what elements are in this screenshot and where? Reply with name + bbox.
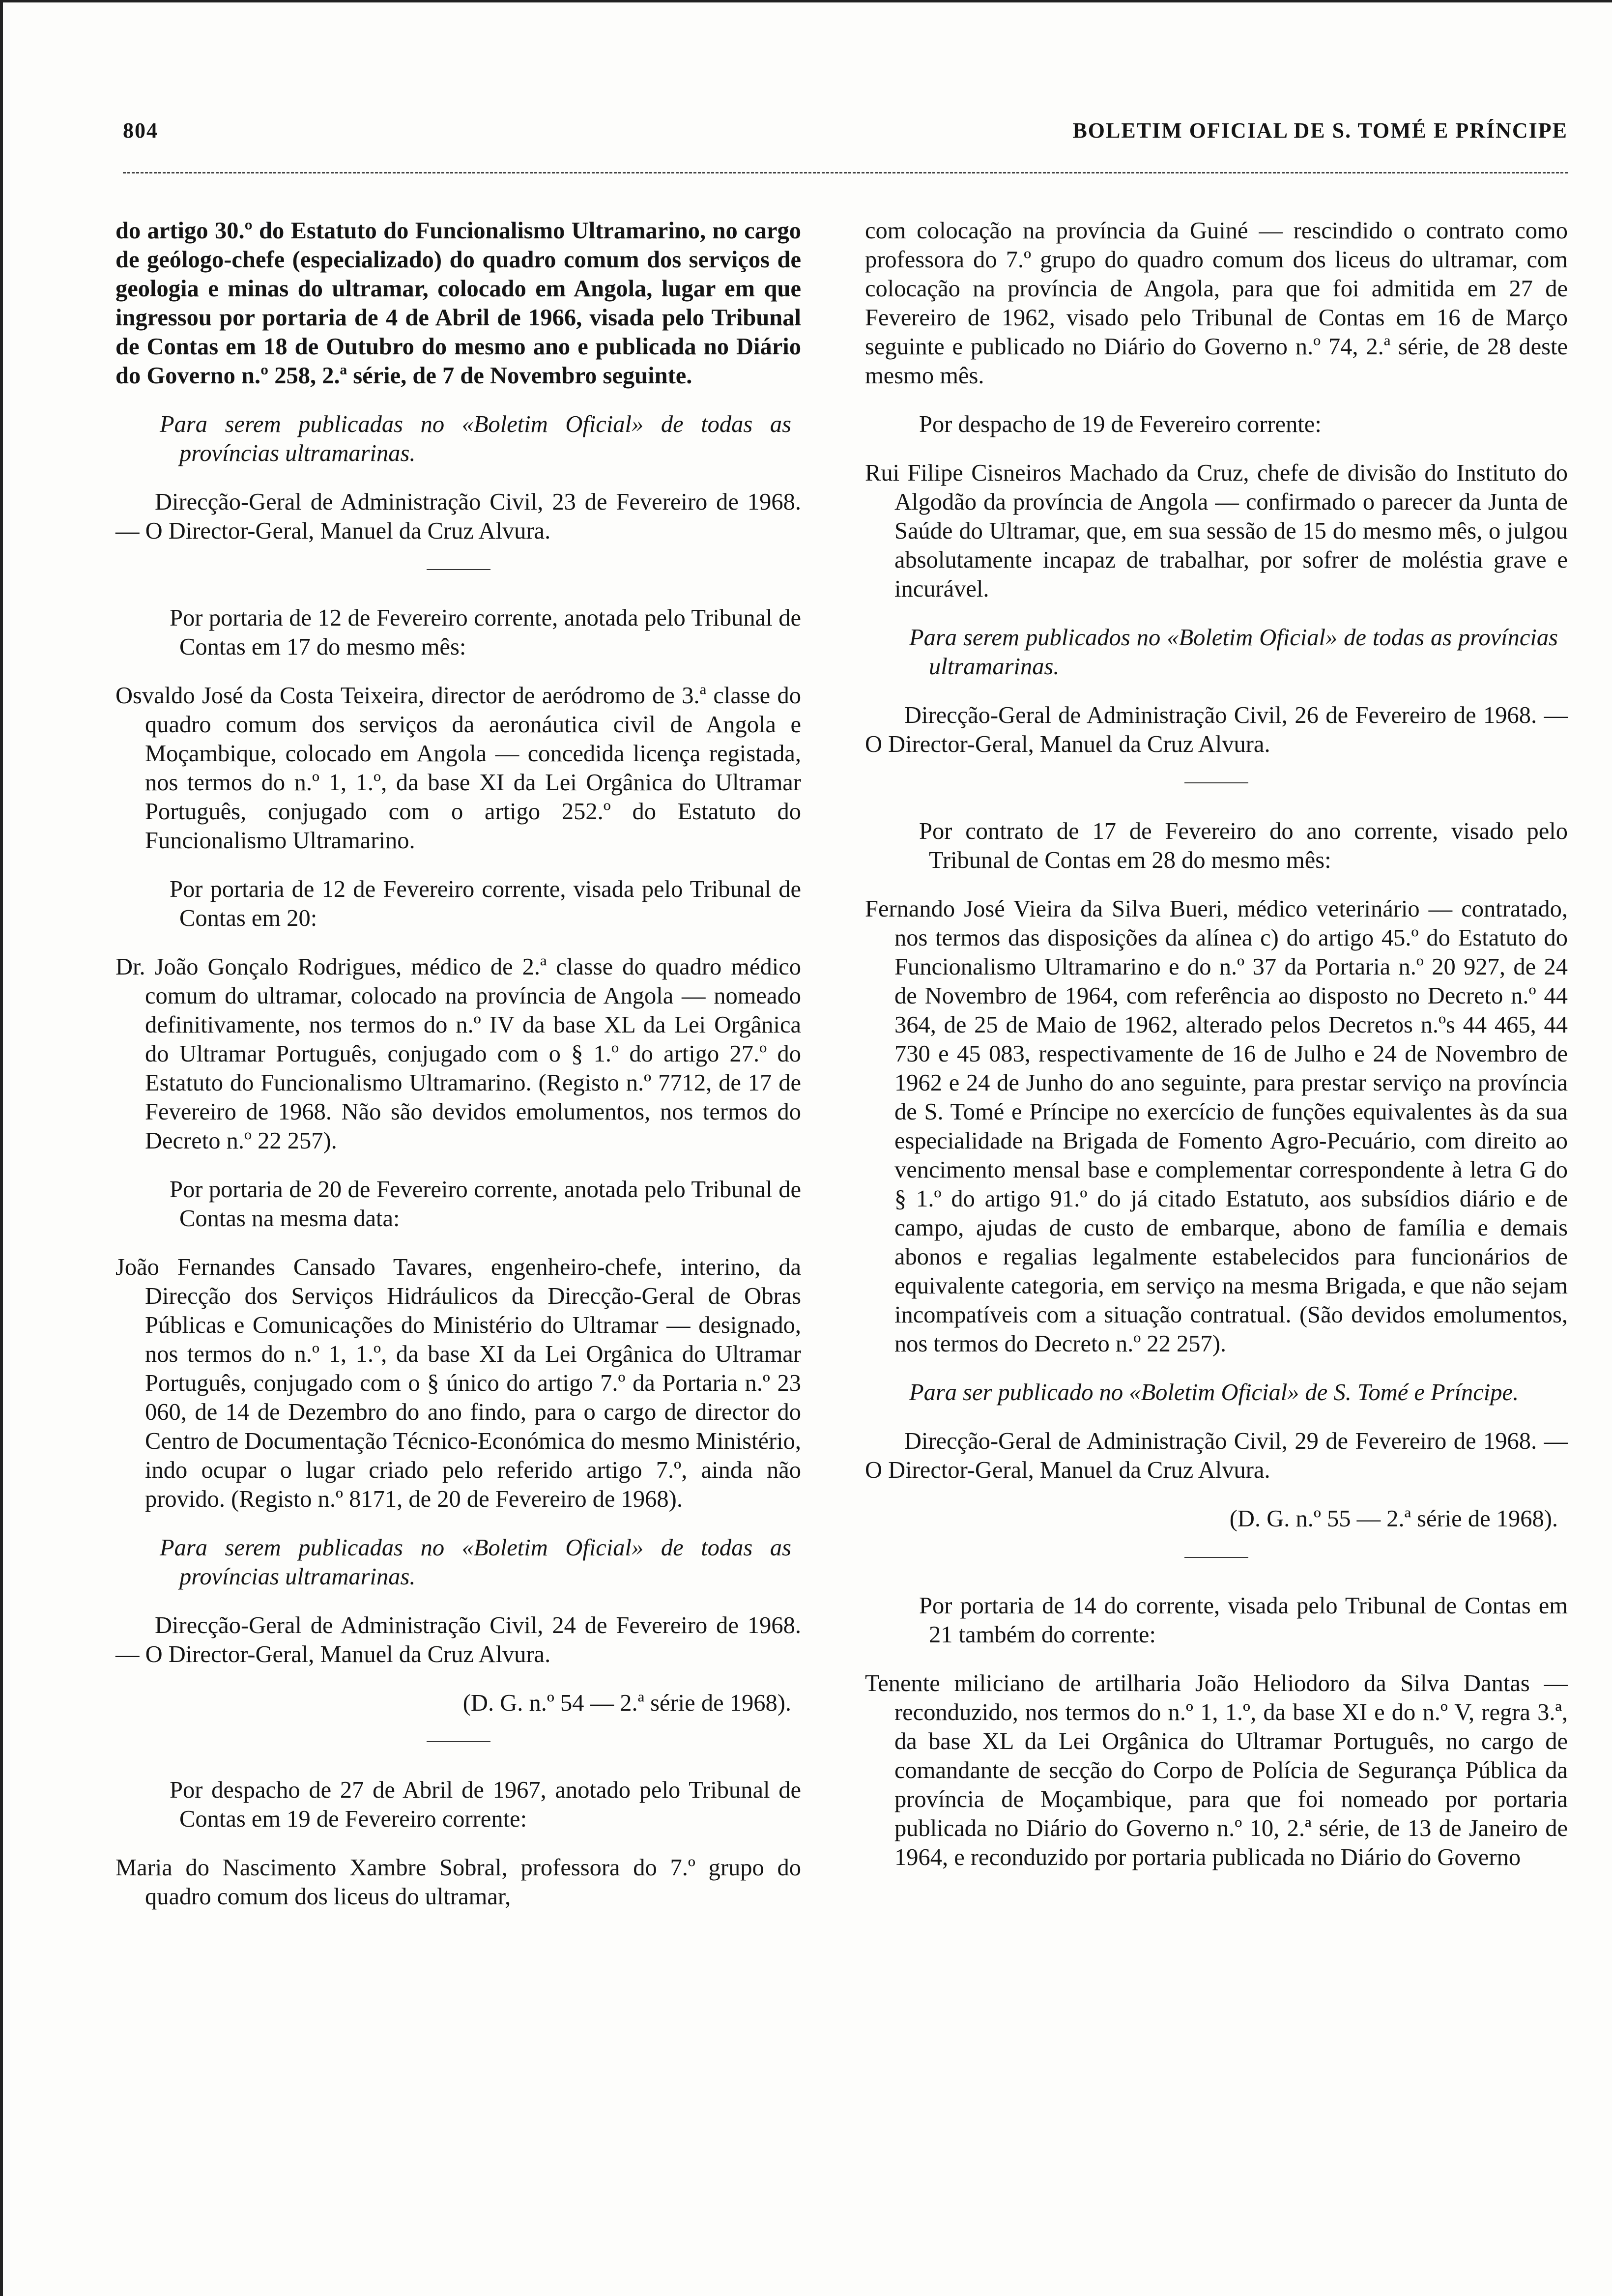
signature-line: Direcção-Geral de Administração Civil, 26 de Fevereiro de 1968. — O Director-Geral, Manuel da Cruz Alvura. <box>865 702 1568 757</box>
publication-note: Para serem publicados no «Boletim Oficial» de todas as províncias ultramarinas. <box>909 625 1558 680</box>
dispatch-heading: Por portaria de 12 de Fevereiro corrente, anotada pelo Tribunal de Contas em 17 do mesmo mês: <box>170 605 801 660</box>
separator <box>427 569 490 570</box>
dispatch-heading: Por portaria de 12 de Fevereiro corrente, visada pelo Tribunal de Contas em 20: <box>170 876 801 931</box>
publication-note: Para serem publicadas no «Boletim Oficial» de todas as províncias ultramarinas. <box>160 411 791 466</box>
separator <box>1184 782 1248 783</box>
entry: João Fernandes Cansado Tavares, engenheiro-chefe, interino, da Direcção dos Serviços Hidráulicos da Direcção-Geral de Obras Públicas e Comunicações do Ministério do Ultramar — designado, nos termos do n.º 1, 1.º, da base XI da Lei Orgânica do Ultramar Português, conjugado com o § único do artigo 7.º da Portaria n.º 23 060, de 14 de Dezembro do ano findo, para o cargo de director do Centro de Documentação Técnico-Económica do mesmo Ministério, indo ocupar o lugar criado pelo referido artigo 7.º, ainda não provido. (Registo n.º 8171, de 20 de Fevereiro de 1968). <box>115 1254 801 1512</box>
entry: Maria do Nascimento Xambre Sobral, professora do 7.º grupo do quadro comum dos liceus do ultramar, <box>115 1855 801 1910</box>
page-frame-left <box>0 0 3 2296</box>
dispatch-heading: Por portaria de 14 do corrente, visada pelo Tribunal de Contas em 21 também do corrente: <box>919 1593 1568 1648</box>
gazette-reference: (D. G. n.º 54 — 2.ª série de 1968). <box>462 1690 791 1716</box>
dispatch-heading: Por despacho de 27 de Abril de 1967, anotado pelo Tribunal de Contas em 19 de Fevereiro corrente: <box>170 1777 801 1832</box>
right-column <box>865 216 1568 1892</box>
signature-line: Direcção-Geral de Administração Civil, 23 de Fevereiro de 1968. — O Director-Geral, Manuel da Cruz Alvura. <box>115 489 801 544</box>
page-number: 804 <box>123 118 158 143</box>
page-header <box>123 118 1568 143</box>
paragraph: com colocação na província da Guiné — rescindido o contrato como professora do 7.º grupo do quadro comum dos liceus do ultramar, com colocação na província de Angola, para que foi admitida em 27 de Fevereiro de 1962, visado pelo Tribunal de Contas em 16 de Março seguinte e publicado no Diário do Governo n.º 74, 2.ª série, de 28 deste mesmo mês. <box>865 218 1568 389</box>
gazette-reference: (D. G. n.º 55 — 2.ª série de 1968). <box>1229 1506 1558 1532</box>
entry: Tenente miliciano de artilharia João Heliodoro da Silva Dantas — reconduzido, nos termos do n.º 1, 1.º, da base XI e do n.º V, regra 3.ª, da base XL da Lei Orgânica do Ultramar Português, no cargo de comandante de secção do Corpo de Polícia de Segurança Pública da província de Moçambique, para que foi nomeado por portaria publicada no Diário do Governo n.º 10, 2.ª série, de 13 de Janeiro de 1964, e reconduzido por portaria publicada no Diário do Governo <box>865 1670 1568 1870</box>
publication-note: Para ser publicado no «Boletim Oficial» de S. Tomé e Príncipe. <box>909 1379 1519 1406</box>
left-column <box>115 216 801 1931</box>
dispatch-heading: Por contrato de 17 de Fevereiro do ano corrente, visado pelo Tribunal de Contas em 28 do mesmo mês: <box>919 818 1568 873</box>
separator <box>427 1741 490 1742</box>
entry: Osvaldo José da Costa Teixeira, director de aeródromo de 3.ª classe do quadro comum dos serviços da aeronáutica civil de Angola e Moçambique, colocado em Angola — concedida licença registada, nos termos do n.º 1, 1.º, da base XI da Lei Orgânica do Ultramar Português, conjugado com o artigo 252.º do Estatuto do Funcionalismo Ultramarino. <box>115 683 801 854</box>
separator <box>1184 1557 1248 1558</box>
publication-note: Para serem publicadas no «Boletim Oficial» de todas as províncias ultramarinas. <box>160 1535 791 1590</box>
paragraph: do artigo 30.º do Estatuto do Funcionalismo Ultramarino, no cargo de geólogo-chefe (especializado) do quadro comum dos serviços de geologia e minas do ultramar, colocado em Angola, lugar em que ingressou por portaria de 4 de Abril de 1966, visada pelo Tribunal de Contas em 18 de Outubro do mesmo ano e publicada no Diário do Governo n.º 258, 2.ª série, de 7 de Novembro seguinte. <box>115 218 801 389</box>
dispatch-heading: Por portaria de 20 de Fevereiro corrente, anotada pelo Tribunal de Contas na mesma data: <box>170 1177 801 1232</box>
signature-line: Direcção-Geral de Administração Civil, 24 de Fevereiro de 1968. — O Director-Geral, Manuel da Cruz Alvura. <box>115 1612 801 1667</box>
signature-line: Direcção-Geral de Administração Civil, 29 de Fevereiro de 1968. — O Director-Geral, Manuel da Cruz Alvura. <box>865 1428 1568 1483</box>
page-frame-top <box>0 0 1612 2</box>
publication-title: BOLETIM OFICIAL DE S. TOMÉ E PRÍNCIPE <box>1072 118 1568 143</box>
entry: Rui Filipe Cisneiros Machado da Cruz, chefe de divisão do Instituto do Algodão da província de Angola — confirmado o parecer da Junta de Saúde do Ultramar, que, em sua sessão de 15 do mesmo mês, o julgou absolutamente incapaz de trabalhar, por sofrer de moléstia grave e incurável. <box>865 460 1568 602</box>
entry: Dr. João Gonçalo Rodrigues, médico de 2.ª classe do quadro médico comum do ultramar, colocado na província de Angola — nomeado definitivamente, nos termos do n.º IV da base XL da Lei Orgânica do Ultramar Português, conjugado com o § 1.º do artigo 27.º do Estatuto do Funcionalismo Ultramarino. (Registo n.º 7712, de 17 de Fevereiro de 1968. Não são devidos emolumentos, nos termos do Decreto n.º 22 257). <box>115 954 801 1154</box>
dispatch-heading: Por despacho de 19 de Fevereiro corrente: <box>919 411 1322 437</box>
entry: Fernando José Vieira da Silva Bueri, médico veterinário — contratado, nos termos das disposições da alínea c) do artigo 45.º do Estatuto do Funcionalismo Ultramarino e do n.º 37 da Portaria n.º 20 927, de 24 de Novembro de 1964, com referência ao disposto no Decreto n.º 44 364, de 25 de Maio de 1962, alterado pelos Decretos n.ºs 44 465, 44 730 e 45 083, respectivamente de 16 de Julho e 24 de Novembro de 1962 e 24 de Junho do ano seguinte, para prestar serviço na província de S. Tomé e Príncipe no exercício de funções equivalentes às da sua especialidade na Brigada de Fomento Agro-Pecuário, com direito ao vencimento mensal base e complementar correspondente à letra G do § 1.º do artigo 91.º do já citado Estatuto, aos subsídios diário e de campo, ajudas de custo de embarque, abono de família e demais abonos e regalias legalmente estabelecidos para funcionários de equivalente categoria, em serviço na mesma Brigada, e que não sejam incompatíveis com a situação contratual. (São devidos emolumentos, nos termos do Decreto n.º 22 257). <box>865 896 1568 1357</box>
header-rule <box>123 172 1568 173</box>
